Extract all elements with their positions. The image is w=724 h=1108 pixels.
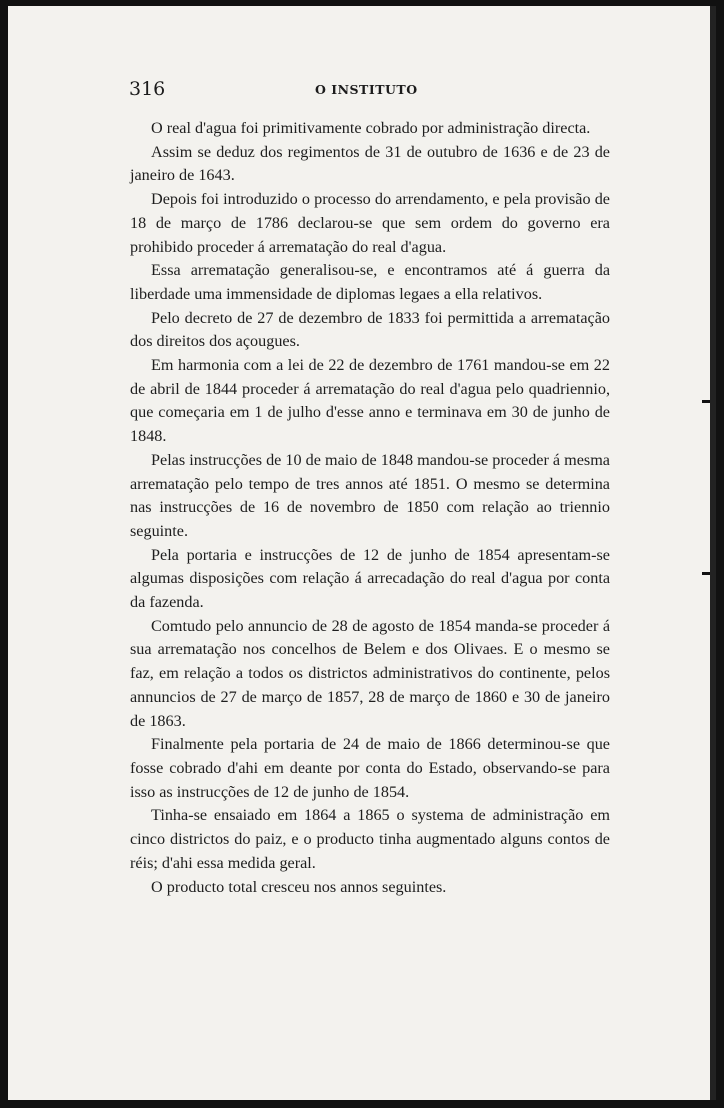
paragraph: Comtudo pelo annuncio de 28 de agosto de 1854 manda-se proceder á sua arrematação nos concelhos de Belem e dos Olivaes. E o mesmo se faz, em relação a todos os districtos administrativos do continente, pelos annuncios de 27 de março de 1857, 28 de março de 1860 e 30 de janeiro de 1863. — [130, 616, 610, 730]
paragraph: Pelas instrucções de 10 de maio de 1848 mandou-se proceder á mesma arrematação pelo tempo de tres annos até 1851. O mesmo se determina nas instrucções de 16 de novembro de 1850 com relação ao triennio seguinte. — [130, 450, 610, 540]
paragraph: Essa arrematação generalisou-se, e encontramos até á guerra da liberdade uma immensidade de diplomas legaes a ella relativos. — [130, 261, 610, 303]
paragraph: Finalmente pela portaria de 24 de maio de 1866 determinou-se que fosse cobrado d'ahi em deante por conta do Estado, observando-se para isso as instrucções de 12 de junho de 1854. — [130, 735, 610, 801]
body-text — [130, 117, 610, 899]
paragraph: Assim se deduz dos regimentos de 31 de outubro de 1636 e de 23 de janeiro de 1643. — [130, 142, 610, 185]
page-header — [129, 78, 614, 102]
paragraph: O real d'agua foi primitivamente cobrado por administração directa. — [151, 119, 591, 137]
paragraph: Pela portaria e instrucções de 12 de junho de 1854 apresentam-se algumas disposições com relação á arrecadação do real d'agua por conta da fazenda. — [130, 545, 610, 612]
edge-mark — [702, 572, 710, 575]
edge-mark — [702, 400, 710, 403]
paragraph: Pelo decreto de 27 de dezembro de 1833 foi permittida a arrematação dos direitos dos açougues. — [130, 308, 610, 351]
running-head: O INSTITUTO — [315, 82, 418, 97]
paragraph: O producto total cresceu nos annos seguintes. — [151, 877, 447, 896]
page-number: 316 — [129, 78, 166, 100]
paragraph: Depois foi introduzido o processo do arrendamento, e pela provisão de 18 de março de 1786 declarou-se que sem ordem do governo era prohibido proceder á arrematação do real d'agua. — [130, 190, 610, 256]
paragraph: Tinha-se ensaiado em 1864 a 1865 o systema de administração em cinco districtos do paiz, e o producto tinha augmentado alguns contos de réis; d'ahi essa medida geral. — [130, 806, 610, 872]
paragraph: Em harmonia com a lei de 22 de dezembro de 1761 mandou-se em 22 de abril de 1844 proceder á arrematação do real d'agua pelo quadriennio, que começaria em 1 de julho d'esse anno e terminava em 30 de junho de 1848. — [130, 356, 610, 446]
